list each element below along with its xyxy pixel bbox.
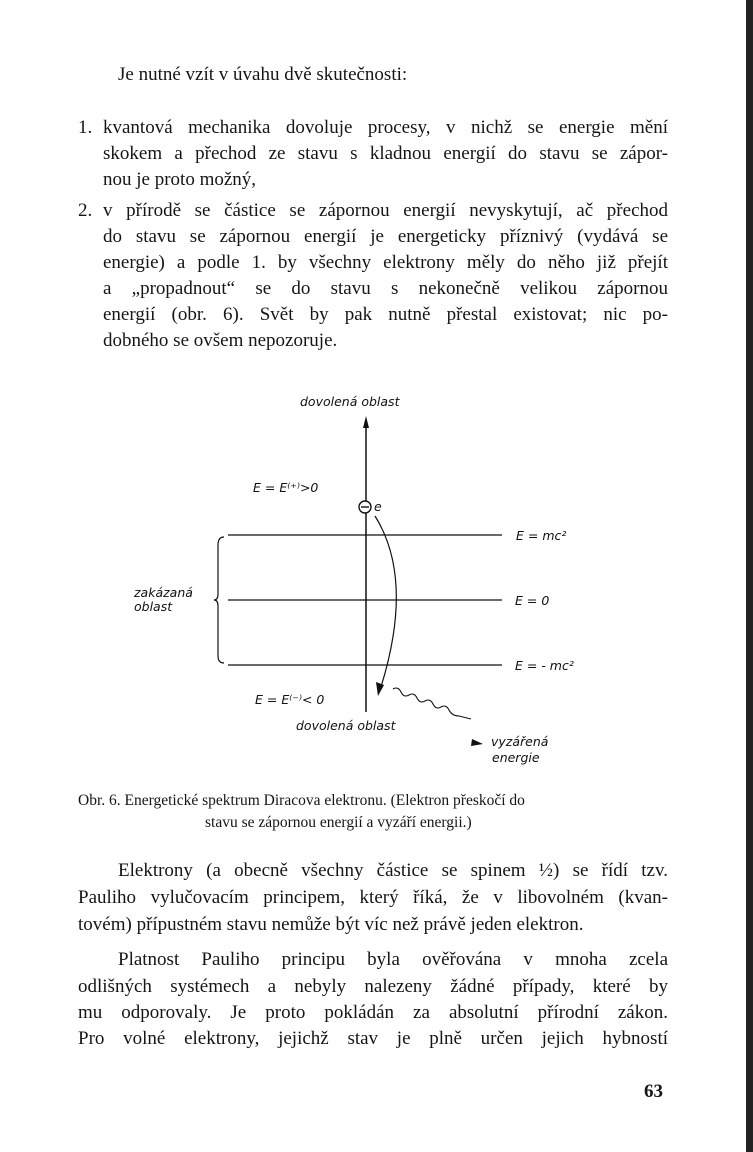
radiation-wave (393, 688, 471, 719)
mc2-label: E = mc² (516, 528, 567, 543)
arrow-up-icon (363, 416, 369, 428)
page-edge (746, 0, 753, 1152)
intro-text: Je nutné vzít v úvahu dvě skutečnosti: (118, 64, 408, 85)
paragraph-line: tovém) přípustném stavu nemůže být víc než právě jeden elektron. (78, 914, 584, 935)
positive-energy-label: E = E⁽⁺⁾>0 (253, 480, 319, 495)
item-line: do stavu se zápornou energií je energeticky příznivý (vydává se (103, 226, 668, 247)
paragraph-line: Elektrony (a obecně všechny částice se spinem ½) se řídí tzv. (118, 860, 668, 881)
figure-caption: Obr. 6. Energetické spektrum Diracova elektronu. (Elektron přeskočí do (78, 792, 525, 809)
forbidden-label: oblast (134, 599, 173, 614)
bottom-allowed-label: dovolená oblast (296, 718, 396, 733)
arrow-down-icon (376, 682, 384, 696)
arrow-icon (471, 739, 483, 746)
paragraph-line: Pro volné elektrony, jejichž stav je plně určen jejich hybností (78, 1028, 668, 1049)
item-line: v přírodě se částice se zápornou energií nevyskytují, ač přechod (103, 200, 668, 221)
item-line: nou je proto možný, (103, 169, 257, 190)
brace (214, 537, 224, 663)
paragraph-line: Pauliho vylučovacím principem, který říká, že v libovolném (kvan- (78, 887, 668, 908)
item-line: energií (obr. 6). Svět by pak nutně přestal existovat; nic po- (103, 304, 668, 325)
radiated-label: vyzářená (491, 734, 549, 749)
forbidden-label: zakázaná (134, 585, 193, 600)
figure-caption: stavu se zápornou energií a vyzáří energii.) (205, 814, 472, 831)
item-number: 2. (78, 200, 93, 221)
page-number: 63 (644, 1081, 663, 1102)
electron-label: e (374, 499, 382, 514)
item-line: dobného se ovšem nepozoruje. (103, 330, 338, 351)
zero-label: E = 0 (515, 593, 550, 608)
negative-energy-label: E = E⁽⁻⁾< 0 (255, 692, 325, 707)
top-allowed-label: dovolená oblast (300, 394, 400, 409)
item-line: a „propadnout“ se do stavu s nekonečně velikou zápornou (103, 278, 668, 299)
item-number: 1. (78, 117, 93, 138)
paragraph-line: mu odporovaly. Je proto pokládán za absolutní přírodní zákon. (78, 1002, 668, 1023)
energy-spectrum-diagram (100, 380, 600, 780)
paragraph-line: Platnost Pauliho principu byla ověřována v mnoha zcela (118, 949, 668, 970)
item-line: skokem a přechod ze stavu s kladnou energií do stavu se zápor- (103, 143, 668, 164)
radiated-label: energie (492, 750, 540, 765)
paragraph-line: odlišných systémech a nebyly nalezeny žádné případy, které by (78, 976, 668, 997)
item-line: kvantová mechanika dovoluje procesy, v nichž se energie mění (103, 117, 668, 138)
neg-mc2-label: E = - mc² (515, 658, 574, 673)
transition-arrow (375, 516, 396, 690)
item-line: energie) a podle 1. by všechny elektrony měly do něho již přejít (103, 252, 668, 273)
